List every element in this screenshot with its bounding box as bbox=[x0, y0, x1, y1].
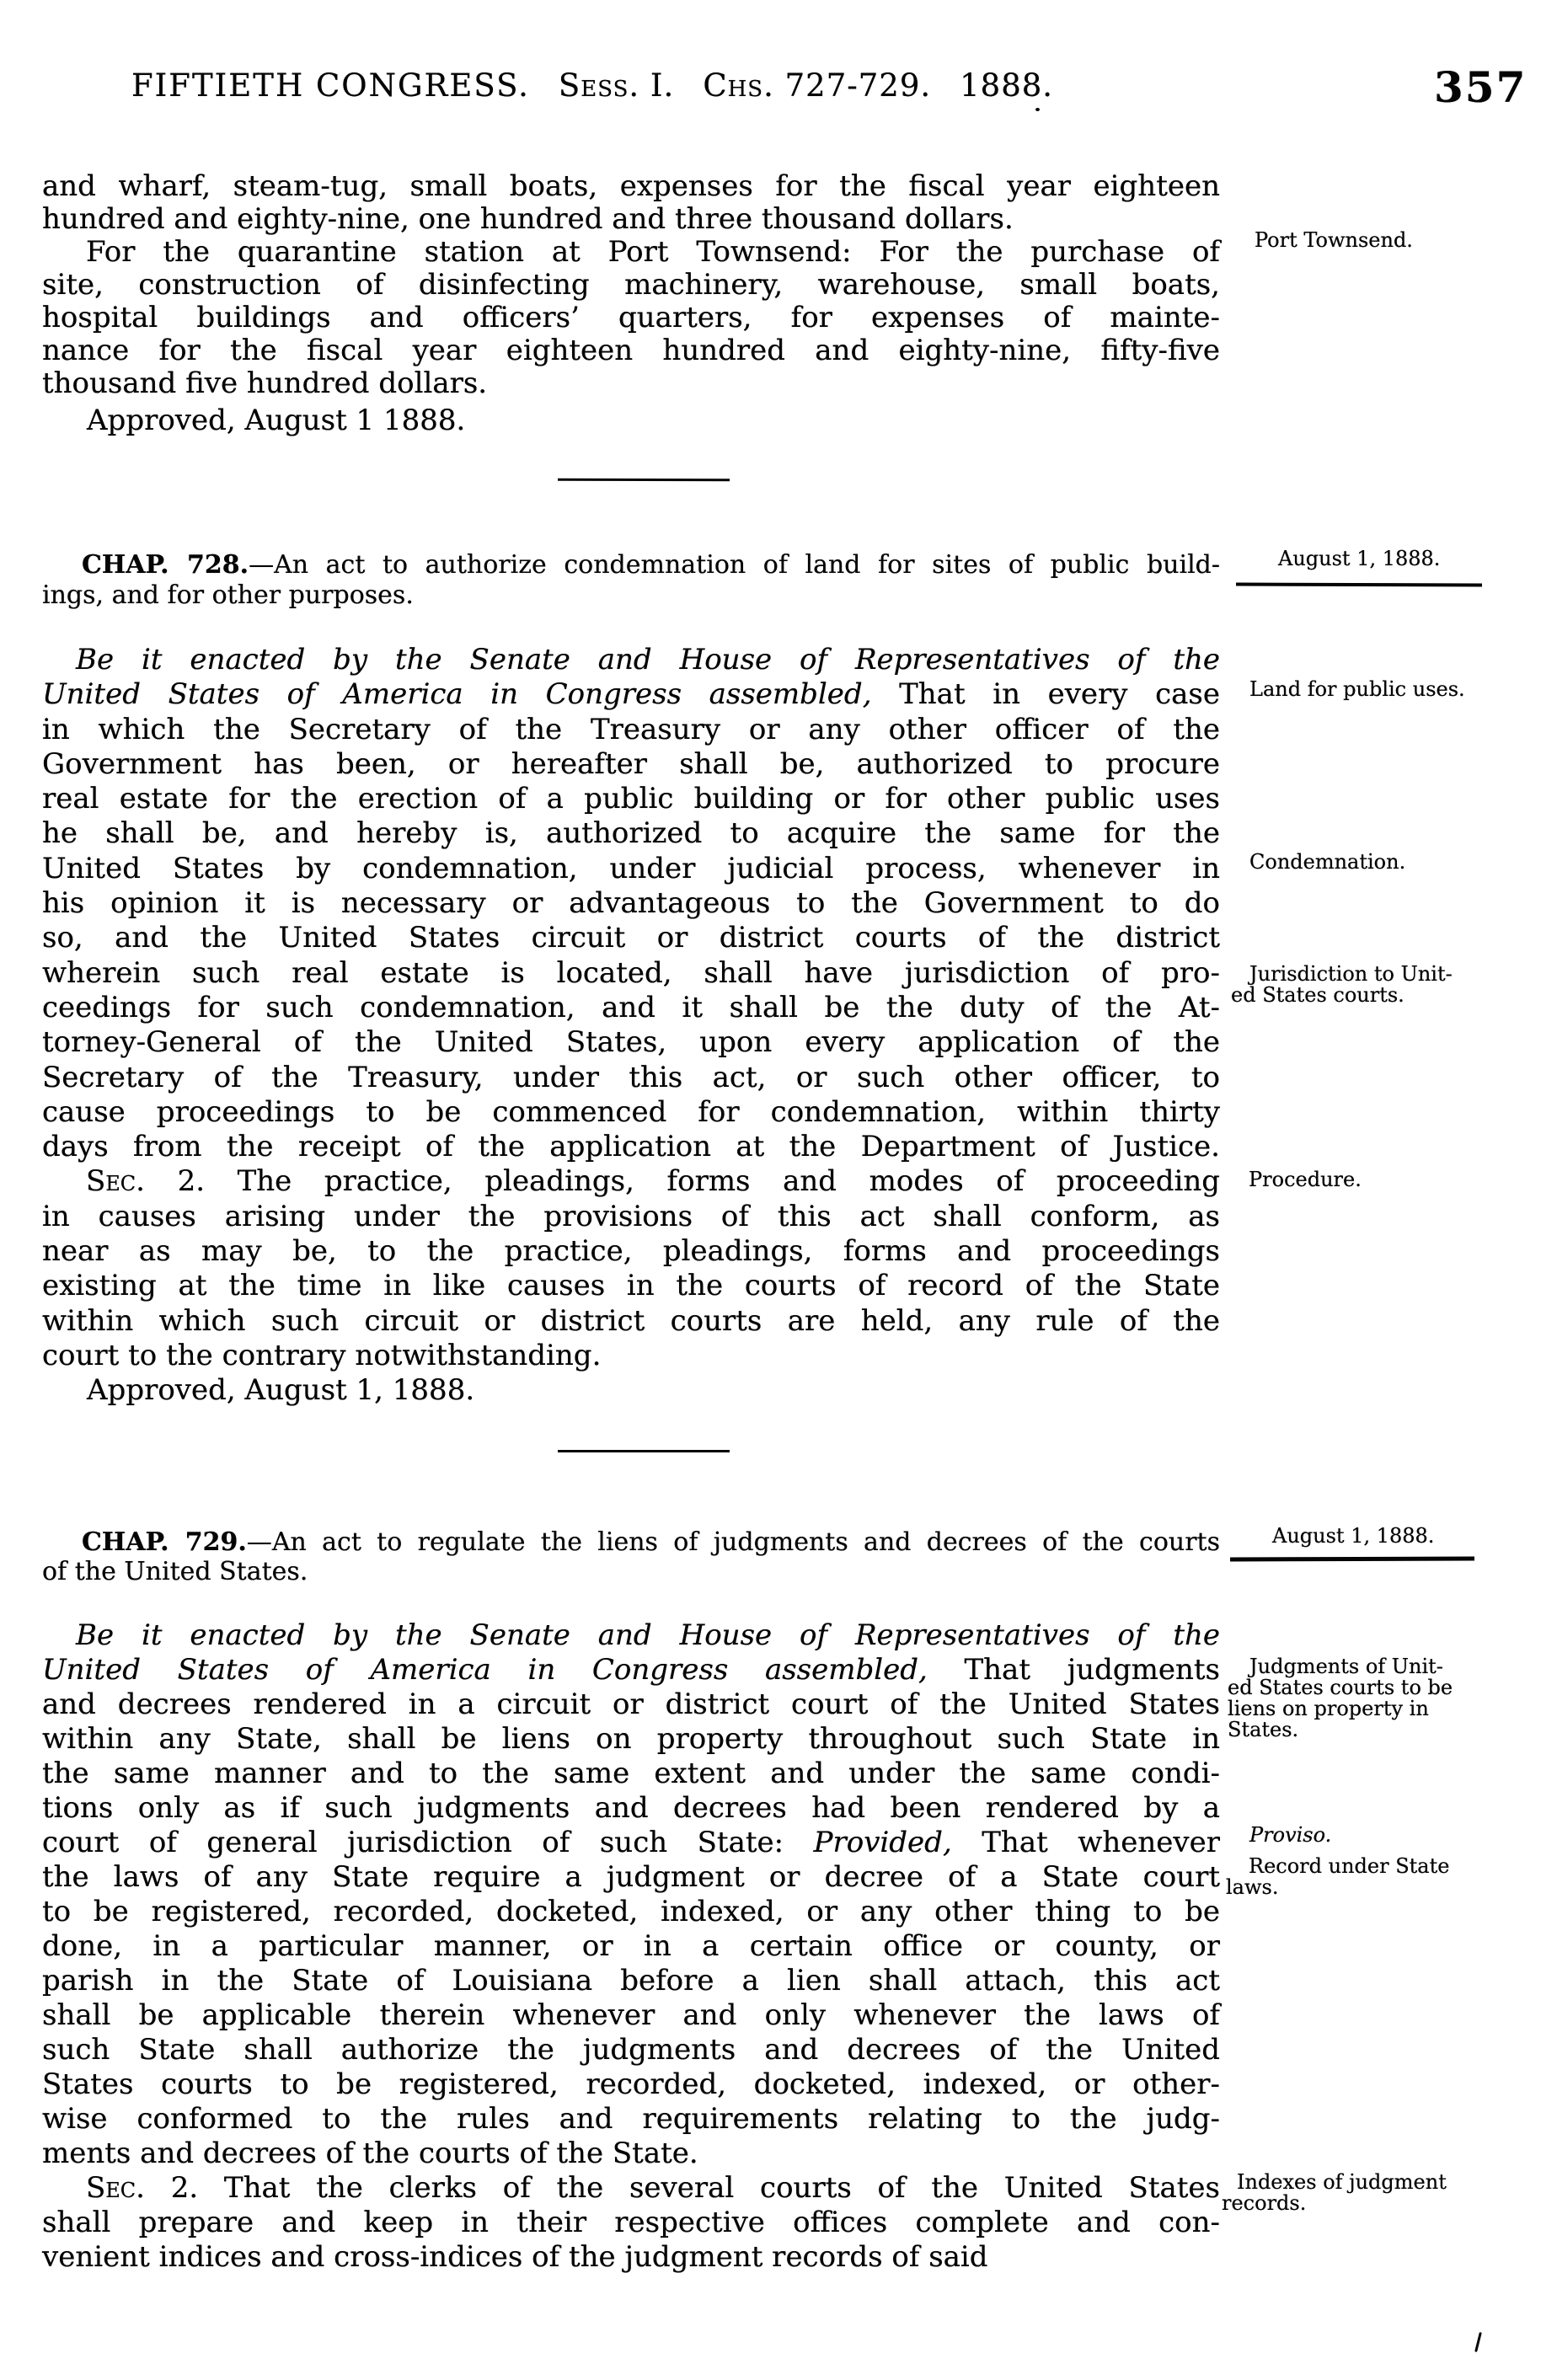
header-chapters-label: Chs. 727-729. bbox=[703, 67, 932, 104]
margin-note-record-under-state-laws: Record under State laws. bbox=[1226, 1854, 1450, 1899]
margin-note-judgments-liens: Judgments of Unit- ed States courts to be liens on property in States. bbox=[1228, 1655, 1453, 1741]
chap-729-heading: CHAP. 729.—An act to regulate the liens of judgments and decrees of the courts of the United States. bbox=[42, 1527, 1220, 1586]
margin-note-procedure: Procedure. bbox=[1249, 1168, 1362, 1191]
port-townsend-paragraph: For the quarantine station at Port Townsend: For the purchase of site, construction of disinfecting machinery, warehouse, small boats, hospital buildings and officers’ quarters, for expenses of mainte- nance for the fiscal year eighteen hundred and eighty-nine, fifty-five thousand five hundred dollars. bbox=[42, 235, 1220, 400]
date-underline bbox=[1236, 582, 1482, 586]
margin-note-jurisdiction: Jurisdiction to Unit- ed States courts. bbox=[1231, 962, 1453, 1007]
margin-note-condemnation: Condemnation. bbox=[1249, 850, 1406, 874]
appropriation-continuation-paragraph: and wharf, steam-tug, small boats, expenses for the fiscal year eighteen hundred and eighty-nine, one hundred and three thousand dollars. bbox=[42, 169, 1220, 236]
margin-note-indexes-of-judgment-records: Indexes of judgment records. bbox=[1222, 2170, 1447, 2215]
margin-note-date-chap-729: August 1, 1888. bbox=[1272, 1524, 1435, 1548]
header-congress-label: FIFTIETH CONGRESS. bbox=[131, 67, 530, 104]
chap-728-body: Be it enacted by the Senate and House of Representatives of the United States of America in Congress assembled, That in every case in which the Secretary of the Treasury or any other officer of the Government has been, or hereafter shall be, authorized to procure real estate for the erection of a public building or for other public uses he shall be, and hereby is, authorized to acquire the same for the United States by condemnation, under judicial process, whenever in his opinion it is necessary or advantageous to the Government to do so, and the United States circuit or district courts of the district wherein such real estate is located, shall have jurisdiction of pro- ceedings for such condemnation, and it shall be the duty of the At- torney-General of the United States, upon every application of the Secretary of the Treasury, under this act, or such other officer, to cause proceedings to be commenced for condemnation, within thirty days from the receipt of the application at the Department of Justice. Sec. 2. The practice, pleadings, forms and modes of proceeding in causes arising under the provisions of this act shall conform, as near as may be, to the practice, pleadings, forms and proceedings existing at the time in like causes in the courts of record of the State within which such circuit or district courts are held, any rule of the court to the contrary notwithstanding. Approved, August 1, 1888. bbox=[42, 643, 1220, 1408]
section-divider bbox=[558, 479, 730, 482]
ink-speck bbox=[1035, 108, 1040, 111]
chap-728-heading: CHAP. 728.—An act to authorize condemnation of land for sites of public build- ings, and for other purposes. bbox=[42, 550, 1221, 610]
approved-line-chap-727: Approved, August 1 1888. bbox=[87, 404, 466, 437]
margin-note-date-chap-728: August 1, 1888. bbox=[1278, 547, 1441, 570]
date-underline bbox=[1230, 1556, 1474, 1561]
margin-note-port-townsend: Port Townsend. bbox=[1255, 228, 1413, 252]
page-number: 357 bbox=[1434, 62, 1528, 112]
page-header bbox=[131, 67, 1082, 104]
section-divider bbox=[558, 1450, 730, 1452]
header-session-label: Sess. I. bbox=[558, 67, 675, 104]
header-year-label: 1888. bbox=[960, 67, 1054, 104]
margin-note-proviso: Proviso. bbox=[1249, 1823, 1332, 1847]
margin-note-land-for-public-uses: Land for public uses. bbox=[1249, 677, 1465, 701]
chap-729-body: Be it enacted by the Senate and House of Representatives of the United States of America in Congress assembled, That judgments and decrees rendered in a circuit or district court of the United States within any State, shall be liens on property throughout such State in the same manner and to the same extent and under the same condi- tions only as if such judgments and decrees had been rendered by a court of general jurisdiction of such State: Provided, That whenever the laws of any State require a judgment or decree of a State court to be registered, recorded, docketed, indexed, or any other thing to be done, in a particular manner, or in a certain office or county, or parish in the State of Louisiana before a lien shall attach, this act shall be applicable therein whenever and only whenever the laws of such State shall authorize the judgments and decrees of the United States courts to be registered, recorded, docketed, indexed, or other- wise conformed to the rules and requirements relating to the judg- ments and decrees of the courts of the State. Sec. 2. That the clerks of the several courts of the United States shall prepare and keep in their respective offices complete and con- venient indices and cross-indices of the judgment records of said bbox=[42, 1618, 1220, 2274]
stray-pen-mark bbox=[1474, 2332, 1482, 2352]
